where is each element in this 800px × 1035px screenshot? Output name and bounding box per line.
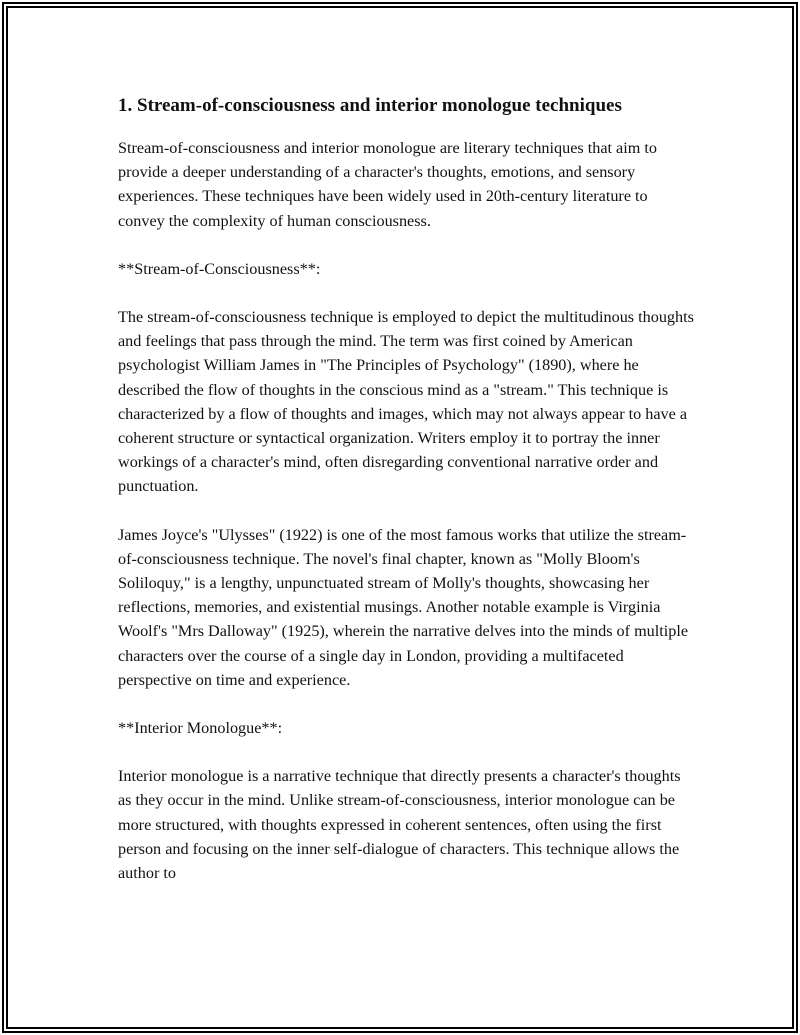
subheading-interior-monologue: **Interior Monologue**: bbox=[118, 719, 283, 738]
document-body bbox=[118, 92, 698, 885]
subheading-stream-of-consciousness: **Stream-of-Consciousness**: bbox=[118, 259, 321, 278]
paragraph-stream-definition: The stream-of-consciousness technique is employed to depict the multitudinous thoughts and feelings that pass through the mind. The term was first coined by American psychologist William James in "The Principles of Psychology" (1890), where he described the flow of thoughts in the conscious mind as a "stream." This technique is characterized by a flow of thoughts and images, which may not always appear to have a coherent structure or syntactical organization. Writers employ it to portray the inner workings of a character's mind, often disregarding conventional narrative order and punctuation. bbox=[118, 308, 694, 496]
paragraph-interior-monologue: Interior monologue is a narrative technique that directly presents a character's thoughts as they occur in the mind. Unlike stream-of-consciousness, interior monologue can be more structured, with thoughts expressed in coherent sentences, often using the first person and focusing on the inner self-dialogue of characters. This technique allows the author to bbox=[118, 767, 681, 883]
paragraph-intro: Stream-of-consciousness and interior monologue are literary techniques that aim to provide a deeper understanding of a character's thoughts, emotions, and sensory experiences. These techniques have been widely used in 20th-century literature to convey the complexity of human consciousness. bbox=[118, 139, 657, 230]
section-heading: 1. Stream-of-consciousness and interior monologue techniques bbox=[118, 95, 622, 116]
paragraph-stream-examples: James Joyce's "Ulysses" (1922) is one of the most famous works that utilize the stream-of-consciousness technique. The novel's final chapter, known as "Molly Bloom's Soliloquy," is a lengthy, unpunctuated stream of Molly's thoughts, showcasing her reflections, memories, and existential musings. Another notable example is Virginia Woolf's "Mrs Dalloway" (1925), wherein the narrative delves into the minds of multiple characters over the course of a single day in London, providing a multifaceted perspective on time and experience. bbox=[118, 525, 689, 689]
